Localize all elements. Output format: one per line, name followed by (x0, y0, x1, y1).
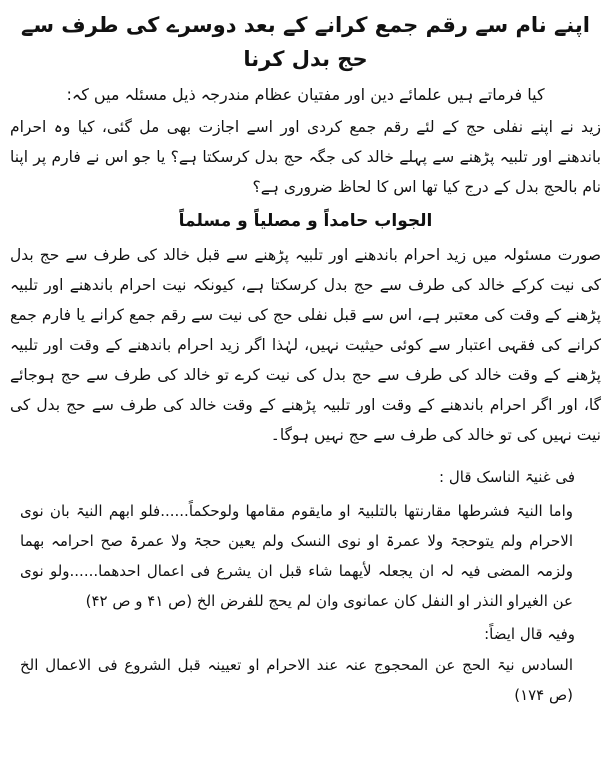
reference-1-heading: فی غنیۃ الناسک قال : (439, 468, 575, 486)
reference-2-text: السادس نیۃ الحج عن المحجوج عنہ عند الاحرام او تعیینہ قبل الشروع فی الاعمال الخ (ص ۱۷۴) (20, 656, 573, 704)
reference-1-text: واما النیۃ فشرطھا مقارنتھا بالتلبیۃ او مایقوم مقامھا ولوحکماً......فلو ابھم النیۃ بان نوی الاحرام ولم یتوحجۃ ولا عمرۃ او نوی النسک ولم یعین حجۃ ولا عمرۃ صح احرامہ بھما ولزمہ المضی فیہ لہ ان یجعلہ لأیھما شاء قبل ان یشرع فی اعمال احدھما......ولو نوی عن الغیراو النذر او النفل کان عمانوی وان لم یحج للفرض الخ (ص ۴۱ و ص ۴۲) (20, 502, 573, 610)
answer-heading: الجواب حامداً و مصلیاً و مسلماً (178, 211, 433, 231)
reference-2-heading: وفیہ قال ایضاً: (484, 625, 575, 643)
answer-text: صورت مسئولہ میں زید احرام باندھنے اور تلبیہ پڑھنے سے قبل خالد کی طرف سے حج بدل کی نیت کرکے خالد کی طرف سے حج بدل کرسکتا ہے، کیونکہ نیت احرام باندھنے اور تلبیہ پڑھنے کے وقت کی معتبر ہے، اس سے قبل نفلی حج کی نیت سے رقم جمع کرانے یا فارم جمع کرانے کی فقہی اعتبار سے کوئی حیثیت نہیں، لہٰذا اگر زید احرام باندھنے کے وقت اور تلبیہ پڑھنے کے وقت خالد کی طرف سے حج بدل کی نیت کرے تو خالد کی طرف سے حج ہوجائے گا، اور اگر احرام باندھنے کے وقت اور تلبیہ پڑھنے کے وقت خالد کی طرف سے حج بدل کی نیت نہیں کی تو خالد کی طرف سے حج نہیں ہوگا۔ (10, 246, 601, 444)
page-title: اپنے نام سے رقم جمع کرانے کے بعد دوسرے کی طرف سے حج بدل کرنا (21, 13, 590, 71)
question-text: زید نے اپنے نفلی حج کے لئے رقم جمع کردی اور اسے اجازت بھی مل گئی، کیا وہ احرام باندھنے اور تلبیہ پڑھنے سے پہلے خالد کی جگہ حج بدل کرسکتا ہے؟ یا جو اس نے فارم پر اپنا نام بالحج بدل کے درج کیا تھا اس کا لحاظ ضروری ہے؟ (10, 118, 601, 196)
question-intro: کیا فرماتے ہیں علمائے دین اور مفتیان عظام مندرجہ ذیل مسئلہ میں کہ: (66, 85, 545, 104)
